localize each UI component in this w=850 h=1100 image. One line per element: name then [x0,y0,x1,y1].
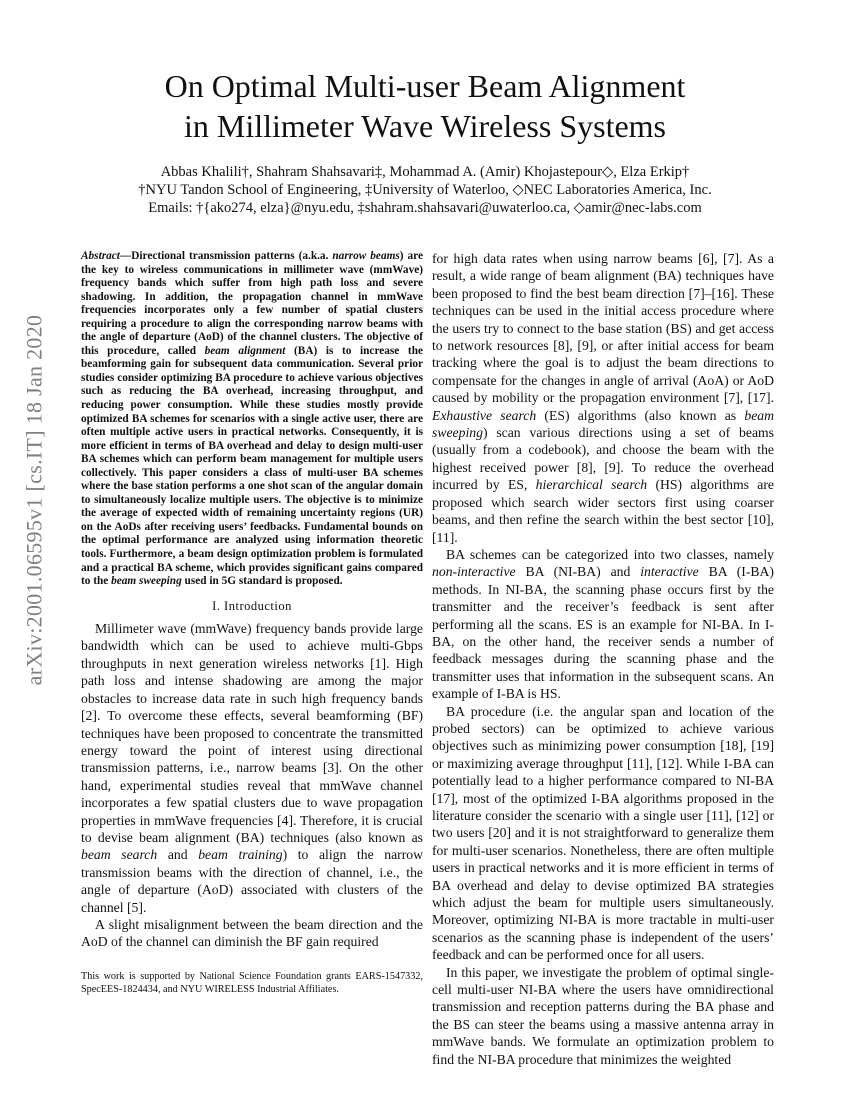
abstract-em-1: narrow beams [332,250,400,262]
author-names: Abbas Khalili†, Shahram Shahsavari‡, Mohammad A. (Amir) Khojastepour◇, Elza Erkip† [160,164,690,180]
footnote-text: This work is supported by National Science Foundation grants EARS-1547332, SpecEES-1824434, and NYU WIRELESS Industrial Affiliates. [81,971,423,996]
abstract-text-2: ) are the key to wireless communications in millimeter wave (mmWave) frequency bands which suffer from high path loss and severe shadowing. In addition, the propagation channel in mmWave frequencies incorporates only a few number of spatial clusters requiring a procedure to align the corresponding narrow beams with the angle of departure (AoD) of the channel clusters. The objective of this procedure, called [81,250,423,357]
author-emails: Emails: †{ako274, elza}@nyu.edu, ‡shahram.shahsavari@uwaterloo.ca, ◇amir@nec-labs.com [148,200,702,216]
right-p2-em-2: interactive [640,564,699,580]
abstract-text-1: —Directional transmission patterns (a.k.a. [119,250,333,262]
intro-p1-end: ) to align the narrow transmission beams with the direction of channel, i.e., the angle of departure (AoD) associated with clusters of the channel [5]. [81,847,424,915]
right-p1-em-1: Exhaustive search [432,407,537,423]
right-p1-b: (ES) algorithms (also known as [536,407,745,423]
abstract [81,250,423,589]
right-paragraph-4: In this paper, we investigate the problem of optimal single-cell multi-user NI-BA where the users have omnidirectional transmission and reception patterns during the BA phase and the BS can steer the beams using a massive antenna array in mmWave bands. We formulate an optimization problem to find the NI-BA procedure that minimizes the weighted [432,964,774,1067]
abstract-text-3: (BA) is to increase the beamforming gain for subsequent data communication. Several prior studies consider optimizing BA procedure to achieve various objectives such as reducing the BA overhead, increasing throughput, and reducing power consumption. While these studies mostly provide optimized BA schemes for scenarios with a single active user, there are often multiple active users in practical networks. Consequently, it is more efficient in terms of BA overhead and delay to design multi-user BA schemes which can perform beam management for multiple users collectively. This paper considers a class of multi-user BA schemes where the base station performs a one shot scan of the angular domain to simultaneously localize multiple users. The objective is to minimize the average of expected width of remaining uncertainty regions (UR) on the AoDs after receiving users’ feedbacks. Fundamental bounds on the optimal performance are analyzed using information theoretic tools. Furthermore, a beam design optimization problem is formulated and a practical BA scheme, which provides significant gains compared to the [81,344,423,588]
abstract-em-2: beam alignment [204,344,286,357]
right-paragraph-2 [432,546,774,703]
right-p2-a: BA schemes can be categorized into two classes, namely [446,546,774,562]
right-p1-c: ) scan various directions using a set of beams (usually from a codebook), and choose the beam with the highest received power [8], [9]. To reduce the overhead incurred by ES, [432,425,774,493]
intro-p1-text: Millimeter wave (mmWave) frequency bands provide large bandwidth which can be used to achieve multi-Gbps throughputs in next generation wireless networks [1]. High path loss and intense shadowing are among the major obstacles to increase data rate in such high frequency bands [2]. To overcome these effects, several beamforming (BF) techniques have been proposed to concentrate the transmitted energy toward the point of interest using directional transmission patterns, i.e., narrow beams [3]. On the other hand, experimental studies reveal that mmWave channel incorporates a few spatial clusters due to wave propagation properties in mmWave frequencies [4]. Therefore, it is crucial to devise beam alignment (BA) techniques (also known as [81,621,423,845]
author-block [80,163,770,217]
right-column [432,250,774,1068]
right-p1-a: for high data rates when using narrow beams [6], [7]. As a result, a wide range of beam alignment (BA) techniques have been proposed to find the best beam direction [7]–[16]. These techniques can be used in the initial access procedure where the users try to connect to the base station (BS) and get access to network resources [8], [9], or after initial access for beam tracking where the goal is to adjust the beam directions to compensate for the changes in angle of arrival (AoA) or AoD caused by mobility or the propagation environment [7], [17]. [432,251,774,406]
intro-paragraph-2: A slight misalignment between the beam direction and the AoD of the channel can diminish the BF gain required [81,916,423,950]
arxiv-stamp [4,310,64,690]
right-paragraph-3: BA procedure (i.e. the angular span and location of the probed sectors) can be optimized to achieve various objectives such as minimizing power consumption [18], [19] or maximizing average throughput [11], [12]. While I-BA can potentially lead to a higher performance compared to NI-BA [17], most of the optimized I-BA algorithms proposed in the literature consider the scenario with a single user [11], [12] or two users [20] and it is not straightforward to generalize them for multi-user scenarios. Nonetheless, there are often multiple users in practical networks and it is more efficient in terms of BA overhead and delay to devise optimized BA strategies which adjust the beam for multiple users simultaneously. Moreover, optimizing NI-BA is more tractable in multi-user scenarios as the scanning phase is independent of the users’ feedback and can be performed once for all users. [432,703,774,963]
footnote [81,970,423,996]
section-heading-introduction: I. Introduction [212,598,292,613]
right-p1-em-2: beam sweeping [432,407,774,441]
author-affiliations: †NYU Tandon School of Engineering, ‡University of Waterloo, ◇NEC Laboratories America, Inc. [138,182,712,198]
right-p1-em-3: hierarchical search [535,477,648,493]
paper-title [100,66,750,146]
right-p2-c: BA (I-BA) methods. In NI-BA, the scanning phase occurs first by the transmitter and the receiver’s feedback is sent after performing all the scans. ES is an example for NI-BA. In I-BA, on the other hand, the receiver sends a number of feedback messages during the scanning phase and the transmitter uses that information in the subsequent scans. An example of I-BA is HS. [432,564,774,702]
intro-p1-mid: and [157,847,199,863]
right-p2-em-1: non-interactive [432,564,516,580]
right-paragraph-1 [432,250,774,546]
abstract-lead: Abstract [81,250,120,262]
right-p1-d: (HS) algorithms are proposed which search wider sectors first using coarser beams, and then refine the search within the best sector [10], [11]. [432,477,774,545]
abstract-em-3: beam sweeping [111,575,182,588]
right-p2-b: BA (NI-BA) and [515,564,641,580]
intro-p1-em-1: beam search [81,847,158,863]
left-column [81,250,423,951]
title-line-2: in Millimeter Wave Wireless Systems [184,108,666,144]
title-line-1: On Optimal Multi-user Beam Alignment [164,68,686,104]
intro-p1-em-2: beam training [198,847,283,863]
abstract-text-4: used in 5G standard is proposed. [181,575,343,588]
arxiv-id: arXiv:2001.06595v1 [cs.IT] 18 Jan 2020 [21,314,46,686]
intro-paragraph-1 [81,620,423,916]
